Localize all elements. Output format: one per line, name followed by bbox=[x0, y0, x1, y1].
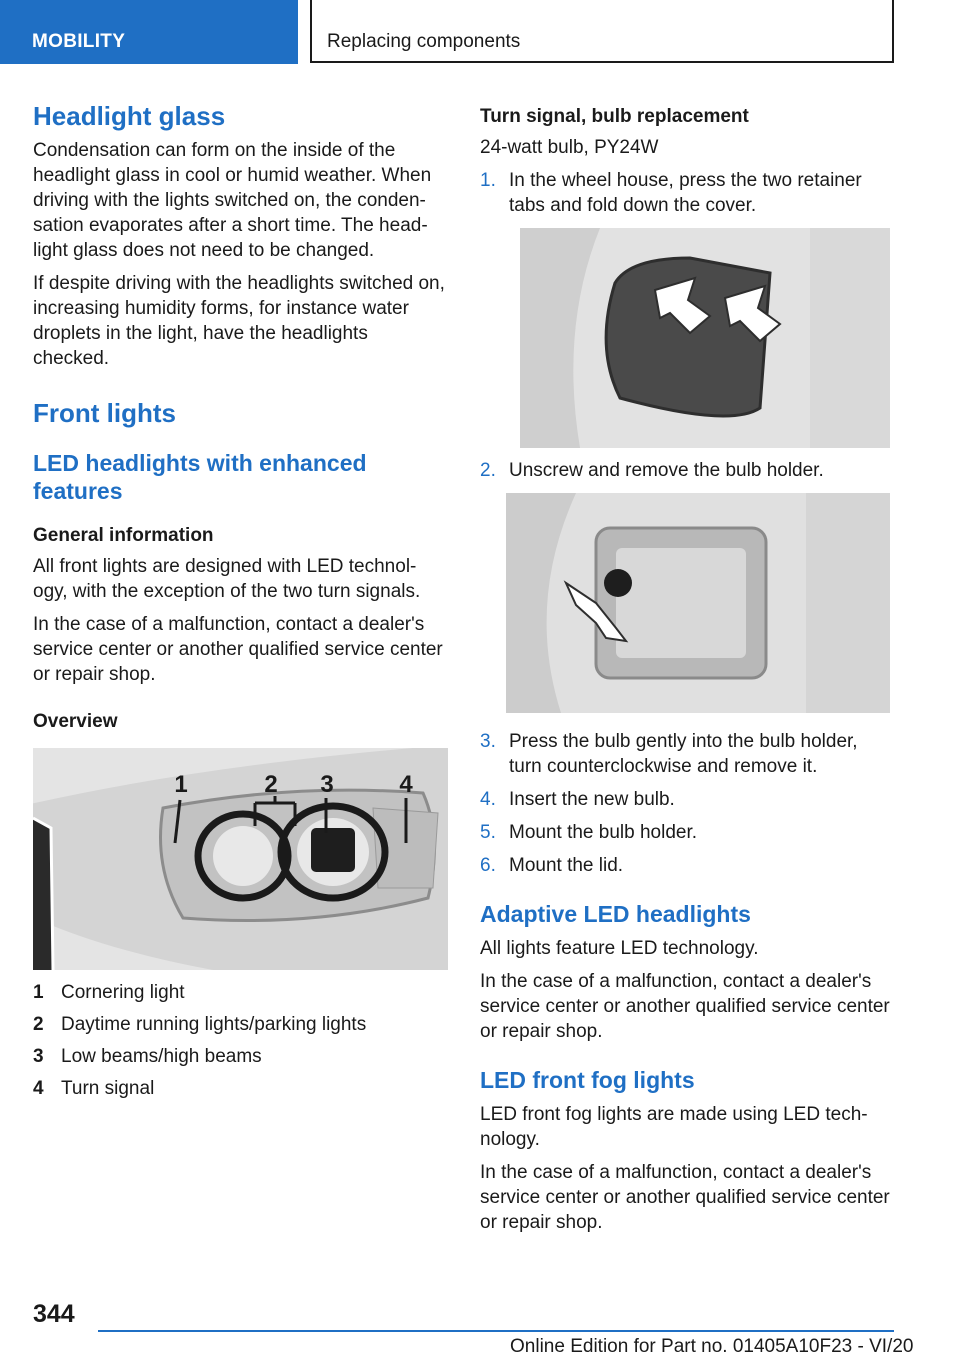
footer-divider bbox=[98, 1330, 894, 1332]
step-number: 1. bbox=[480, 170, 496, 191]
adaptive-p1: All lights feature LED technology. bbox=[480, 938, 759, 959]
legend-number: 2 bbox=[33, 1014, 44, 1035]
legend-label: Cornering light bbox=[61, 982, 185, 1003]
bulb-holder-illustration bbox=[506, 493, 890, 713]
step-number: 3. bbox=[480, 731, 496, 752]
step-text: Mount the bulb holder. bbox=[509, 822, 698, 843]
cover-removal-image bbox=[520, 228, 890, 448]
steps-list-b bbox=[480, 458, 892, 483]
fog-lights-heading: LED front fog lights bbox=[480, 1067, 695, 1093]
step-item bbox=[480, 853, 892, 878]
legend-item bbox=[33, 1012, 448, 1044]
legend-label: Turn signal bbox=[61, 1078, 155, 1099]
legend-label: Daytime running lights/parking lights bbox=[61, 1014, 367, 1035]
legend-number: 4 bbox=[33, 1078, 44, 1099]
fog-p1: LED front fog lights are made using LED tech-nology. bbox=[480, 1104, 868, 1150]
general-info-p2: In the case of a malfunction, contact a dealer's service center or another qualified service center or repair shop. bbox=[33, 614, 443, 685]
chapter-tab bbox=[310, 0, 894, 63]
steps-list-a bbox=[480, 168, 892, 218]
section-label: MOBILITY bbox=[32, 31, 126, 52]
legend-number: 1 bbox=[33, 982, 44, 1003]
led-headlights-heading: LED headlights with enhanced features bbox=[33, 450, 367, 504]
step-item bbox=[480, 458, 892, 483]
callout-3: 3 bbox=[320, 771, 334, 798]
step-text: Insert the new bulb. bbox=[509, 789, 675, 810]
step-item bbox=[480, 729, 892, 779]
headlight-overview-image bbox=[33, 748, 448, 970]
headlight-glass-heading: Headlight glass bbox=[33, 101, 226, 131]
section-tab bbox=[0, 0, 298, 64]
legend-item bbox=[33, 1076, 448, 1108]
steps-list-c bbox=[480, 729, 892, 878]
callout-1: 1 bbox=[174, 771, 188, 798]
turn-signal-heading: Turn signal, bulb replacement bbox=[480, 106, 749, 127]
headlight-illustration bbox=[33, 748, 448, 970]
headlight-glass-p2: If despite driving with the headlights switched on, increasing humidity forms, for instance water droplets in the light, have the headlights checked. bbox=[33, 273, 445, 369]
page-number: 344 bbox=[33, 1300, 75, 1328]
step-item bbox=[480, 168, 892, 218]
adaptive-led-heading: Adaptive LED headlights bbox=[480, 901, 751, 927]
bulb-holder-image bbox=[506, 493, 890, 713]
fog-p2: In the case of a malfunction, contact a dealer's service center or another qualified service center or repair shop. bbox=[480, 1162, 890, 1233]
step-item bbox=[480, 787, 892, 812]
step-text: Press the bulb gently into the bulb holder, turn counterclockwise and remove it. bbox=[509, 731, 858, 777]
chapter-label: Replacing components bbox=[327, 31, 521, 52]
legend-item bbox=[33, 1044, 448, 1076]
left-column bbox=[33, 100, 448, 1108]
legend bbox=[33, 980, 448, 1108]
front-lights-heading: Front lights bbox=[33, 398, 176, 428]
step-text: Unscrew and remove the bulb holder. bbox=[509, 460, 824, 481]
right-column bbox=[480, 104, 892, 1243]
edition-text: Online Edition for Part no. 01405A10F23 - VI/20 bbox=[510, 1336, 914, 1357]
cover-illustration bbox=[520, 228, 890, 448]
overview-heading: Overview bbox=[33, 711, 118, 732]
callout-4: 4 bbox=[399, 771, 413, 798]
adaptive-p2: In the case of a malfunction, contact a dealer's service center or another qualified service center or repair shop. bbox=[480, 971, 890, 1042]
legend-item bbox=[33, 980, 448, 1012]
step-number: 2. bbox=[480, 460, 496, 481]
step-text: Mount the lid. bbox=[509, 855, 624, 876]
step-text: In the wheel house, press the two retainer tabs and fold down the cover. bbox=[509, 170, 862, 216]
general-info-p1: All front lights are designed with LED technol-ogy, with the exception of the two turn signals. bbox=[33, 556, 421, 602]
headlight-glass-p1: Condensation can form on the inside of the headlight glass in cool or humid weather. When driving with the lights switched on, the conden-sation evaporates after a short time. The head-light glass does not need to be changed. bbox=[33, 140, 432, 261]
step-number: 6. bbox=[480, 855, 496, 876]
step-number: 4. bbox=[480, 789, 496, 810]
general-info-heading: General information bbox=[33, 525, 214, 546]
bulb-spec: 24-watt bulb, PY24W bbox=[480, 137, 659, 158]
legend-label: Low beams/high beams bbox=[61, 1046, 262, 1067]
step-number: 5. bbox=[480, 822, 496, 843]
step-item bbox=[480, 820, 892, 845]
legend-number: 3 bbox=[33, 1046, 44, 1067]
callout-2: 2 bbox=[264, 771, 278, 798]
